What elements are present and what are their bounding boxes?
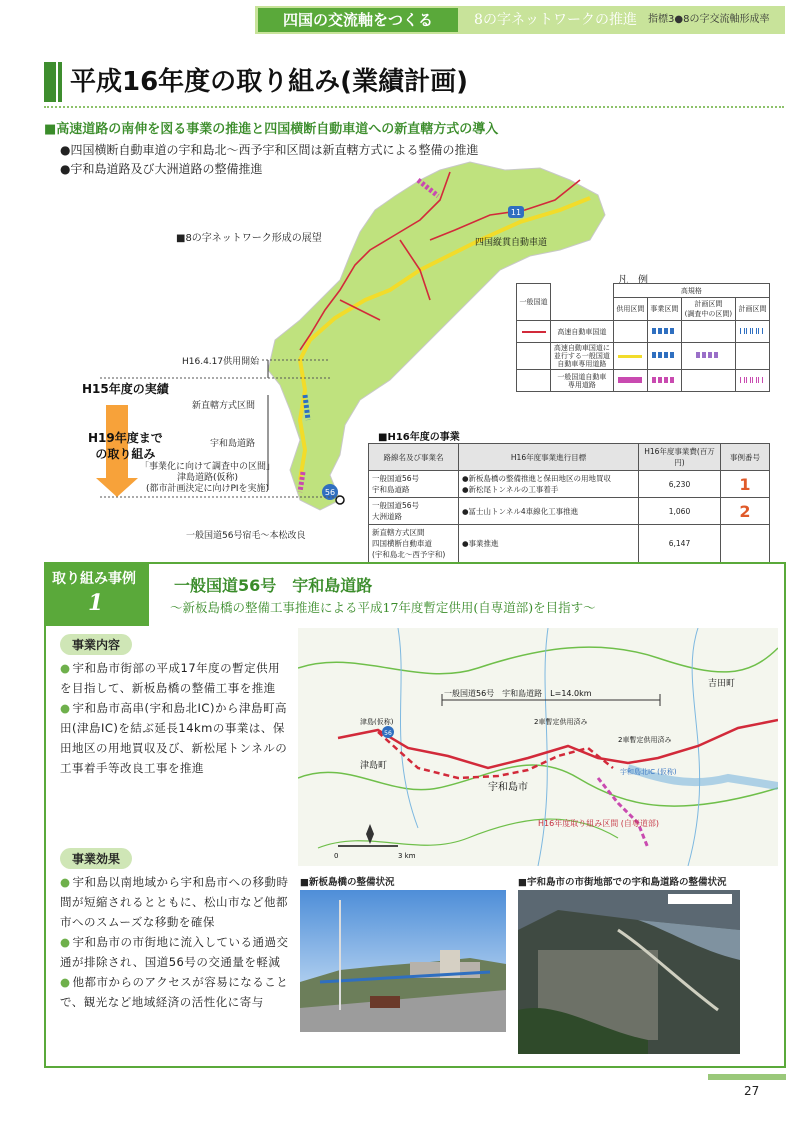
legend-row-label: 一般国道自動車 専用道路 [551,370,614,392]
h16-table [368,443,770,563]
h16-header: 事例番号 [721,444,770,471]
case-number: 1 [88,590,104,616]
h16-table-title: ■H16年度の事業 [378,432,460,443]
photo-right-caption: ■宇和島市の市街地部での宇和島道路の整備状況 [518,877,727,888]
legend-table [516,283,770,392]
legend-header-right: 高規格 [613,284,769,298]
interim1-label: 2車暫定供用済み [534,718,588,726]
legend-col: 計画区間 (調査中の区間) [681,298,735,321]
list-item: ● 宇和島以南地域から宇和島市への移動時間が短縮されるとともに、松山市など他都市へのスムーズな移動を確保 [60,875,289,929]
route-11-label: 11 [510,208,522,217]
h16-cell: ●事業推進 [459,525,639,563]
legend-red-line [522,331,546,333]
list-item: ● 他都市からのアクセスが容易になることで、観光など地域経済の活性化に寄与 [60,975,289,1009]
case-subtitle: ～新板島橋の整備工事推進による平成17年度暫定供用(自専道部)を目指す～ [170,600,596,615]
tsushima-label: 津島町 [360,761,388,771]
expressway-label: 四国縦貫自動車道 [475,238,548,248]
legend-blue-outline [740,328,764,334]
interim2-label: 2車暫定供用済み [618,736,672,744]
bridge-photo [300,890,506,1032]
legend-yellow-line [618,355,642,358]
section-bullet: ●宇和島道路及び大洲道路の整備推進 [60,162,263,176]
h16-cell: ●冨士山トンネル4車線化工事推進 [459,498,639,525]
annotation-h15: H15年度の実績 [82,382,169,396]
uwajima-kita-label: 宇和島北IC (仮称) [620,768,677,776]
scale-label: 3 km [398,852,416,860]
photo-left-caption: ■新板島橋の整備状況 [300,877,395,888]
h16-cell [721,525,770,563]
page-title: 平成16年度の取り組み(業績計画) [70,67,468,97]
page-number: 27 [744,1084,760,1098]
annotation-uwajima-road: 宇和島道路 [210,439,256,449]
list-item: ● 宇和島市高串(宇和島北IC)から津島町高田(津島IC)を結ぶ延長14kmの事業は、保田地区の用地買収及び、新松尾トンネルの工事着手等改良工事を推進 [60,701,288,775]
table-row [369,471,770,498]
header-theme: 四国の交流軸をつくる [258,8,458,32]
h16-header: 路線名及び事業名 [369,444,459,471]
content-list [60,658,290,778]
header-subtheme: 8の字ネットワークの推進 [474,12,637,28]
page-number-bar [708,1074,786,1080]
legend-pink-line [618,377,642,383]
uwajima-label: 宇和島市 [488,782,528,793]
scale-zero: 0 [334,852,339,860]
svg-text:56: 56 [384,730,392,737]
h16-header: H16年度事業費(百万円) [639,444,721,471]
legend-title: 凡 例 [618,275,648,286]
legend-purple-dash [696,352,720,358]
h16-cell: 1 [721,471,770,498]
legend-blue-solid [652,328,676,334]
route-map [298,628,778,866]
h16-cell: ●新板島橋の整備推進と保田地区の用地買収 ●新松尾トンネルの工事着手 [459,471,639,498]
effect-list [60,872,290,1012]
annotation-opened: H16.4.17供用開始 [182,357,260,367]
tsushima-ic-label: 津島(仮称) [360,718,394,726]
legend-header-left: 一般国道 [517,284,551,321]
h16-cell: 一般国道56号 宇和島道路 [369,471,459,498]
h16-header: H16年度事業進行目標 [459,444,639,471]
legend-row-label: 高速自動車国道に 並行する一般国道 自動車専用道路 [551,343,614,370]
yoshida-label: 吉田町 [708,679,736,689]
annotation-survey: 「事業化に向けて調査中の区間」 津島道路(仮称) (都市計画決定に向けPIを実施) [140,462,276,494]
effect-label: 事業効果 [60,848,132,869]
header-indicator: 指標3●8の字交流軸形成率 [648,14,770,25]
h16-section-label: H16年度取り組み区間 (自専道部) [538,819,659,828]
legend-col: 供用区間 [613,298,647,321]
legend-col: 計画区間 [735,298,769,321]
list-item: ● 宇和島市街部の平成17年度の暫定供用を目指して、新板島橋の整備工事を推進 [60,661,281,695]
annotation-new-direct: 新直轄方式区間 [192,401,256,411]
h16-cell: 6,230 [639,471,721,498]
h16-cell: 新直轄方式区間 四国横断自動車道 (宇和島北～西予宇和) [369,525,459,563]
table-row [369,498,770,525]
annotation-national56: 一般国道56号宿毛～本松改良 [186,531,306,541]
h16-cell: 6,147 [639,525,721,563]
case-tag: 取り組み事例 [52,571,136,587]
legend-pink-dash [652,377,676,383]
case-title: 一般国道56号 宇和島道路 [174,576,373,595]
map-title: ■8の字ネットワーク形成の展望 [176,233,322,244]
route-map-label: 一般国道56号 宇和島道路 L=14.0km [444,689,592,698]
h16-cell: 一般国道56号 大洲道路 [369,498,459,525]
annotation-h19: H19年度まで の取り組み [88,431,163,461]
h16-cell: 2 [721,498,770,525]
aerial-photo [518,890,740,1054]
list-item: ● 宇和島市の市街地に流入している通過交通が排除され、国道56号の交通量を軽減 [60,935,289,969]
table-row [369,525,770,563]
legend-blue-dash [652,352,676,358]
legend-row-label: 高速自動車国道 [551,321,614,343]
legend-pink-outline [740,377,764,383]
route-56-label: 56 [324,488,336,497]
h16-cell: 1,060 [639,498,721,525]
content-label: 事業内容 [60,634,132,655]
section-bullet: ●四国横断自動車道の宇和島北～西予宇和区間は新直轄方式による整備の推進 [60,143,479,157]
section-heading: ■高速道路の南伸を図る事業の推進と四国横断自動車道への新直轄方式の導入 [44,122,499,137]
legend-col: 事業区間 [647,298,681,321]
